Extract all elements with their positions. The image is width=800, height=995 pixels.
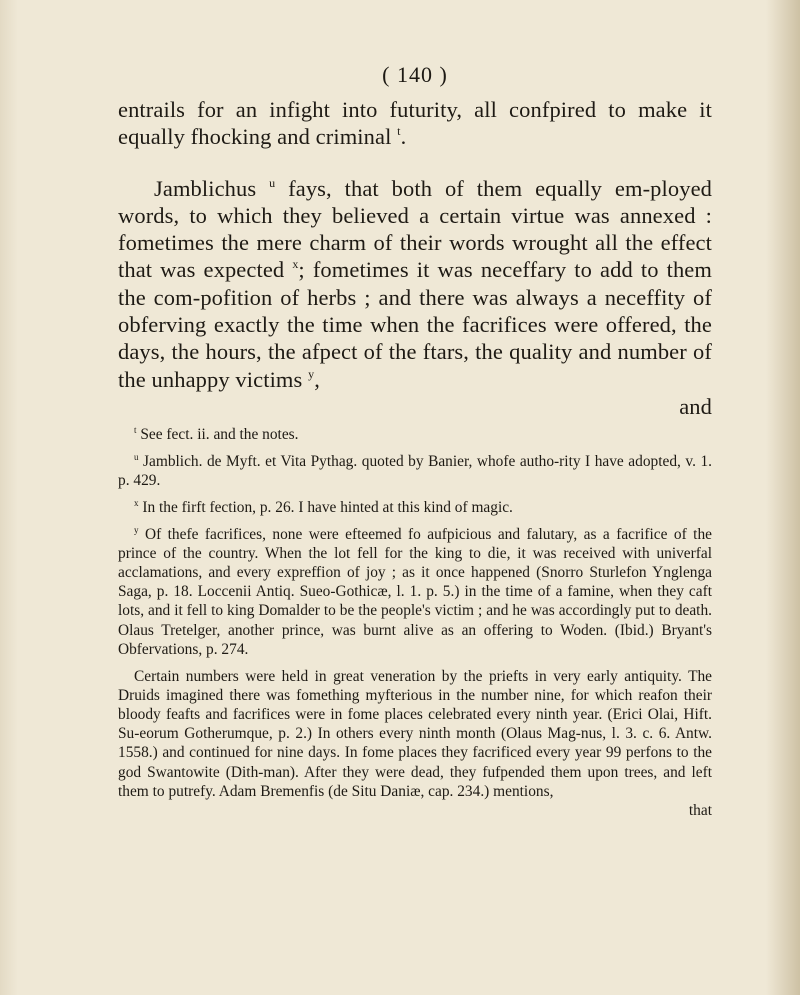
footnote-mark-u: u — [134, 451, 139, 462]
page-gutter-shadow — [0, 0, 18, 995]
footnote-text-numbers: Certain numbers were held in great veneration by the priefts in very early antiquity. The Druids imagined there was fomething myfterious in the number nine, for which reafon their bloody feafts and facrifices were in fome places celebrated every ninth year. (Erici Olai, Hift. Su-eorum Gotherumque, p. 2.) In others every ninth month (Olaus Mag-nus, l. 3. c. 6. Antw. 1558.) and continued for nine days. In fome places they facrificed every year 99 perfons to the god Swantowite (Dith-man). After they were dead, they fufpended them upon trees, and left them to putrefy. Adam Bremenfis (de Situ Daniæ, cap. 234.) mentions, — [118, 667, 712, 800]
footnote-mark-y: y — [134, 524, 139, 535]
main-text — [118, 96, 712, 420]
footnote-ref-t: t — [397, 124, 401, 139]
paragraph-jamblichus — [118, 175, 712, 393]
footnote-text-u: Jamblich. de Myft. et Vita Pythag. quoted by Banier, whofe autho-rity I have adopted, v. 1. p. 429. — [118, 452, 712, 489]
p1-line-1: entrails for an infight into futurity, all confpired to — [118, 97, 626, 122]
footnote-ref-u: u — [269, 175, 276, 190]
footnote-text-y: Of thefe facrifices, none were efteemed fo aufpicious and falutary, as a facrifice of the prince of the country. When the lot fell for the king to die, it was received with univerfal acclamations, and every expreffion of joy ; as it once happened (Snorro Sturlefon Ynglenga Saga, p. 18. Loccenii Antiq. Sueo-Gothicæ, l. 1. p. 5.) in the time of a famine, when they caft lots, and it fell to king Domalder to be the people's victim ; and he was accordingly put to death. Olaus Tretelger, another prince, was burnt alive as an offering to Woden. (Ibid.) Bryant's Obfervations, p. 274. — [118, 525, 712, 658]
footnote-t — [118, 425, 712, 444]
footnote-x — [118, 498, 712, 517]
footnote-y — [118, 525, 712, 659]
paragraph-entrails — [118, 96, 712, 151]
footnote-ref-x: x — [292, 257, 299, 272]
page-edge-shadow — [766, 0, 800, 995]
page-header — [118, 62, 712, 88]
p2-part-a: Jamblichus — [154, 175, 270, 201]
footnote-u — [118, 452, 712, 490]
footnote-mark-t: t — [134, 425, 137, 435]
p1-end: . — [400, 124, 407, 150]
p2-part-c: ; fometimes it was neceffary to add to them the com-pofition of herbs ; and there was always a neceffity of obferving exactly the time when the facrifices were offered, the days, the hours, the afpect of the ftars, the quality and number of the unhappy victims — [118, 257, 712, 392]
paragraph-gap — [118, 151, 712, 175]
footnote-ref-y: y — [308, 366, 315, 381]
p2-part-d: , — [314, 366, 320, 392]
footnote-text-t: See fect. ii. and the notes. — [136, 426, 299, 443]
p1-line-2: make it equally fhocking and criminal — [118, 97, 712, 150]
footnote-catchword: that — [688, 802, 712, 820]
footnote-mark-x: x — [134, 497, 139, 508]
footnotes — [118, 425, 712, 820]
page-number: ( 140 ) — [382, 62, 448, 87]
main-catchword: and — [679, 393, 712, 419]
footnote-text-x: In the firft fection, p. 26. I have hinted at this kind of magic. — [138, 498, 513, 516]
footnote-numbers — [118, 667, 712, 801]
p2-part-b: fays, that both of them equally em-ployed words, to which they believed a certain virtue was annexed : fometimes the mere charm of their words wrought all the effect that was expected — [118, 175, 712, 283]
